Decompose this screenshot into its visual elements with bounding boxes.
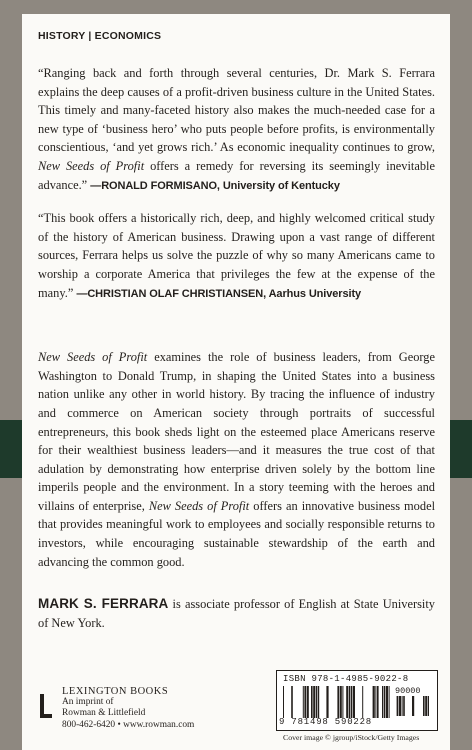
- publisher-contact: 800-462-6420 • www.rowman.com: [62, 719, 195, 730]
- publisher-name: LEXINGTON BOOKS: [62, 686, 169, 697]
- isbn-barcode: [276, 670, 438, 731]
- description-text-b: offers an innovative business model that provides meaningful work to employees and socially responsible returns to investors, while encouraging sustainable stewardship of the earth and advancing the common good.: [38, 498, 436, 569]
- publisher-parent-line: Rowman & Littlefield: [62, 708, 146, 719]
- publisher-block: [38, 686, 248, 748]
- book-description: [38, 348, 435, 571]
- publisher-imprint-line: An imprint of: [62, 697, 114, 708]
- description-book-title-2: New Seeds of Profit: [148, 498, 250, 513]
- blurb-1-attribution: —RONALD FORMISANO, University of Kentucky: [90, 179, 340, 192]
- blurb-2-attribution: —CHRISTIAN OLAF CHRISTIANSEN, Aarhus University: [76, 287, 362, 300]
- author-bio: [38, 595, 435, 632]
- description-text-a: examines the role of business leaders, from George Washington to Donald Trump, in shaping the United States into a business nation unlike any other in world history. By tracing the influence of industry and commerce on American society through portraits of successful entrepreneurs, this book sheds light on the esteemed place Americans reserve for their wealthiest business leaders—and it measures the true cost of that adulation by demonstrating how enterprise driven solely by the bottom line imperils people and the environment. In a story teeming with the heroes and villains of enterprise,: [38, 350, 435, 513]
- publisher-logo-icon: [38, 694, 54, 724]
- barcode-main-bars-icon: [283, 686, 391, 718]
- blurb-1-text-b: offers a remedy for reversing its seemingly inevitable advance.”: [38, 158, 435, 192]
- category-label: HISTORY | ECONOMICS: [38, 30, 162, 42]
- author-name: MARK S. FERRARA: [38, 596, 169, 612]
- description-book-title: New Seeds of Profit: [38, 350, 148, 365]
- blurb-1-book-title: New Seeds of Profit: [38, 158, 145, 173]
- endorsement-blurb-1: [38, 64, 435, 195]
- back-cover: [22, 14, 450, 750]
- barcode-digits: 9 781498 590228: [279, 717, 373, 727]
- price-code: 90000: [395, 686, 421, 696]
- author-bio-text: is associate professor of English at State University of New York.: [38, 597, 436, 630]
- barcode-addon-bars-icon: [395, 696, 431, 720]
- blurb-1-text-a: “Ranging back and forth through several centuries, Dr. Mark S. Ferrara explains the deep causes of a profit-driven business culture in the United States. This timely and many-faceted history also makes the much-needed case for a new type of ‘business hero’ who puts people before profits, is environmentally conscientious, ‘and yet grows rich.’ As economic inequality continues to grow,: [38, 66, 435, 155]
- isbn-number: ISBN 978-1-4985-9022-8: [283, 674, 409, 684]
- endorsement-blurb-2: [38, 209, 435, 303]
- cover-image-credit: Cover image © jgroup/iStock/Getty Images: [283, 733, 420, 742]
- blurb-2-text: “This book offers a historically rich, deep, and highly welcomed critical study of the history of American business. Drawing upon a vast range of different sources, Ferrara helps us solve the puzzle of why so many Americans came to worship a corporate America that privileges the few at the expense of the many.”: [38, 211, 435, 300]
